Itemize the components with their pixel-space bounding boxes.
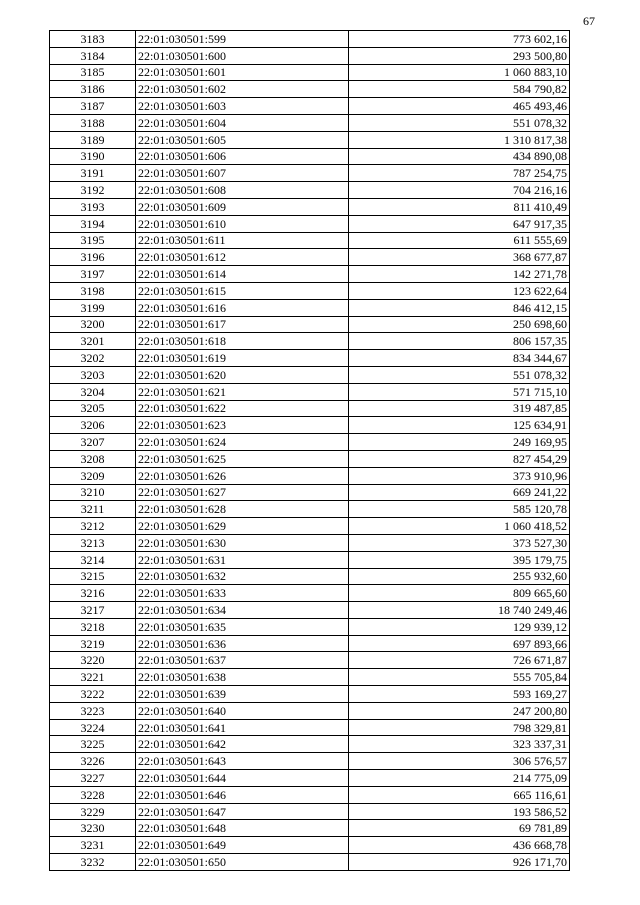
cadastral-value-cell: 585 120,78	[349, 501, 570, 518]
cadastral-value-cell: 773 602,16	[349, 31, 570, 48]
table-row	[50, 249, 570, 266]
row-number-cell: 3230	[50, 820, 136, 837]
cadastral-value-cell: 811 410,49	[349, 198, 570, 215]
table-row	[50, 417, 570, 434]
row-number-cell: 3185	[50, 64, 136, 81]
cadastral-value-cell: 669 241,22	[349, 484, 570, 501]
cadastral-value-cell: 647 917,35	[349, 215, 570, 232]
row-number-cell: 3192	[50, 182, 136, 199]
cadastral-value-cell: 373 910,96	[349, 467, 570, 484]
cadastral-number-cell: 22:01:030501:648	[136, 820, 349, 837]
row-number-cell: 3204	[50, 383, 136, 400]
cadastral-number-cell: 22:01:030501:643	[136, 753, 349, 770]
row-number-cell: 3200	[50, 316, 136, 333]
cadastral-value-cell: 827 454,29	[349, 450, 570, 467]
row-number-cell: 3191	[50, 165, 136, 182]
row-number-cell: 3206	[50, 417, 136, 434]
cadastral-number-cell: 22:01:030501:627	[136, 484, 349, 501]
table-row	[50, 501, 570, 518]
cadastral-number-cell: 22:01:030501:649	[136, 837, 349, 854]
row-number-cell: 3223	[50, 702, 136, 719]
row-number-cell: 3214	[50, 551, 136, 568]
cadastral-value-cell: 798 329,81	[349, 719, 570, 736]
cadastral-number-cell: 22:01:030501:634	[136, 602, 349, 619]
table-row	[50, 182, 570, 199]
table-row	[50, 518, 570, 535]
cadastral-value-cell: 551 078,32	[349, 114, 570, 131]
cadastral-number-cell: 22:01:030501:621	[136, 383, 349, 400]
row-number-cell: 3183	[50, 31, 136, 48]
table-row	[50, 350, 570, 367]
table-row	[50, 534, 570, 551]
cadastral-number-cell: 22:01:030501:647	[136, 803, 349, 820]
cadastral-number-cell: 22:01:030501:628	[136, 501, 349, 518]
table-row	[50, 719, 570, 736]
cadastral-value-cell: 465 493,46	[349, 98, 570, 115]
table-row	[50, 854, 570, 871]
cadastral-number-cell: 22:01:030501:646	[136, 786, 349, 803]
table-row	[50, 198, 570, 215]
cadastral-value-cell: 214 775,09	[349, 770, 570, 787]
cadastral-value-cell: 293 500,80	[349, 47, 570, 64]
cadastral-value-cell: 18 740 249,46	[349, 602, 570, 619]
cadastral-value-cell: 704 216,16	[349, 182, 570, 199]
cadastral-number-cell: 22:01:030501:632	[136, 568, 349, 585]
cadastral-number-cell: 22:01:030501:606	[136, 148, 349, 165]
cadastral-number-cell: 22:01:030501:618	[136, 333, 349, 350]
cadastral-value-cell: 436 668,78	[349, 837, 570, 854]
cadastral-value-cell: 665 116,61	[349, 786, 570, 803]
cadastral-value-cell: 571 715,10	[349, 383, 570, 400]
cadastral-value-cell: 1 060 418,52	[349, 518, 570, 535]
table-row	[50, 383, 570, 400]
cadastral-number-cell: 22:01:030501:630	[136, 534, 349, 551]
row-number-cell: 3199	[50, 299, 136, 316]
cadastral-number-cell: 22:01:030501:607	[136, 165, 349, 182]
cadastral-value-cell: 247 200,80	[349, 702, 570, 719]
cadastral-number-cell: 22:01:030501:644	[136, 770, 349, 787]
table-row	[50, 366, 570, 383]
row-number-cell: 3210	[50, 484, 136, 501]
table-row	[50, 299, 570, 316]
table-row	[50, 786, 570, 803]
cadastral-number-cell: 22:01:030501:636	[136, 635, 349, 652]
cadastral-number-cell: 22:01:030501:641	[136, 719, 349, 736]
table-row	[50, 568, 570, 585]
row-number-cell: 3232	[50, 854, 136, 871]
cadastral-value-cell: 697 893,66	[349, 635, 570, 652]
row-number-cell: 3212	[50, 518, 136, 535]
cadastral-number-cell: 22:01:030501:603	[136, 98, 349, 115]
cadastral-value-cell: 1 060 883,10	[349, 64, 570, 81]
row-number-cell: 3220	[50, 652, 136, 669]
cadastral-value-cell: 846 412,15	[349, 299, 570, 316]
row-number-cell: 3213	[50, 534, 136, 551]
cadastral-value-cell: 129 939,12	[349, 618, 570, 635]
cadastral-value-cell: 368 677,87	[349, 249, 570, 266]
cadastral-number-cell: 22:01:030501:605	[136, 131, 349, 148]
row-number-cell: 3208	[50, 450, 136, 467]
table-row	[50, 148, 570, 165]
row-number-cell: 3227	[50, 770, 136, 787]
cadastral-number-cell: 22:01:030501:650	[136, 854, 349, 871]
cadastral-number-cell: 22:01:030501:608	[136, 182, 349, 199]
cadastral-number-cell: 22:01:030501:635	[136, 618, 349, 635]
cadastral-number-cell: 22:01:030501:604	[136, 114, 349, 131]
cadastral-value-cell: 323 337,31	[349, 736, 570, 753]
cadastral-number-cell: 22:01:030501:611	[136, 232, 349, 249]
cadastral-value-cell: 395 179,75	[349, 551, 570, 568]
cadastral-value-cell: 787 254,75	[349, 165, 570, 182]
row-number-cell: 3193	[50, 198, 136, 215]
cadastral-number-cell: 22:01:030501:612	[136, 249, 349, 266]
cadastral-value-cell: 319 487,85	[349, 400, 570, 417]
cadastral-value-cell: 373 527,30	[349, 534, 570, 551]
row-number-cell: 3217	[50, 602, 136, 619]
table-row	[50, 98, 570, 115]
row-number-cell: 3211	[50, 501, 136, 518]
cadastral-number-cell: 22:01:030501:637	[136, 652, 349, 669]
row-number-cell: 3197	[50, 266, 136, 283]
table-row	[50, 131, 570, 148]
cadastral-number-cell: 22:01:030501:602	[136, 81, 349, 98]
cadastral-number-cell: 22:01:030501:609	[136, 198, 349, 215]
table-row	[50, 686, 570, 703]
cadastral-value-cell: 1 310 817,38	[349, 131, 570, 148]
row-number-cell: 3228	[50, 786, 136, 803]
row-number-cell: 3229	[50, 803, 136, 820]
cadastral-value-cell: 809 665,60	[349, 585, 570, 602]
cadastral-value-cell: 255 932,60	[349, 568, 570, 585]
table-row	[50, 333, 570, 350]
row-number-cell: 3225	[50, 736, 136, 753]
cadastral-value-cell: 250 698,60	[349, 316, 570, 333]
cadastral-value-cell: 834 344,67	[349, 350, 570, 367]
table-row	[50, 450, 570, 467]
cadastral-value-cell: 584 790,82	[349, 81, 570, 98]
cadastral-number-cell: 22:01:030501:624	[136, 434, 349, 451]
cadastral-number-cell: 22:01:030501:619	[136, 350, 349, 367]
row-number-cell: 3203	[50, 366, 136, 383]
row-number-cell: 3198	[50, 282, 136, 299]
table-row	[50, 551, 570, 568]
cadastral-value-cell: 593 169,27	[349, 686, 570, 703]
table-row	[50, 165, 570, 182]
row-number-cell: 3196	[50, 249, 136, 266]
row-number-cell: 3188	[50, 114, 136, 131]
cadastral-number-cell: 22:01:030501:631	[136, 551, 349, 568]
cadastral-value-cell: 926 171,70	[349, 854, 570, 871]
row-number-cell: 3207	[50, 434, 136, 451]
cadastral-number-cell: 22:01:030501:600	[136, 47, 349, 64]
table-row	[50, 484, 570, 501]
row-number-cell: 3226	[50, 753, 136, 770]
cadastral-number-cell: 22:01:030501:640	[136, 702, 349, 719]
table-row	[50, 820, 570, 837]
row-number-cell: 3189	[50, 131, 136, 148]
cadastral-number-cell: 22:01:030501:620	[136, 366, 349, 383]
cadastral-number-cell: 22:01:030501:626	[136, 467, 349, 484]
table-row	[50, 837, 570, 854]
table-row	[50, 702, 570, 719]
table-row	[50, 114, 570, 131]
table-row	[50, 753, 570, 770]
row-number-cell: 3205	[50, 400, 136, 417]
table-row	[50, 316, 570, 333]
table-row	[50, 803, 570, 820]
row-number-cell: 3221	[50, 669, 136, 686]
table-row	[50, 266, 570, 283]
cadastral-number-cell: 22:01:030501:642	[136, 736, 349, 753]
table-row	[50, 31, 570, 48]
row-number-cell: 3231	[50, 837, 136, 854]
row-number-cell: 3187	[50, 98, 136, 115]
table-row	[50, 64, 570, 81]
cadastral-number-cell: 22:01:030501:638	[136, 669, 349, 686]
table-row	[50, 585, 570, 602]
cadastral-number-cell: 22:01:030501:614	[136, 266, 349, 283]
table-row	[50, 602, 570, 619]
row-number-cell: 3216	[50, 585, 136, 602]
cadastral-value-cell: 551 078,32	[349, 366, 570, 383]
table-body	[50, 31, 570, 871]
cadastral-number-cell: 22:01:030501:615	[136, 282, 349, 299]
cadastral-number-cell: 22:01:030501:625	[136, 450, 349, 467]
table-row	[50, 669, 570, 686]
row-number-cell: 3186	[50, 81, 136, 98]
cadastral-number-cell: 22:01:030501:601	[136, 64, 349, 81]
cadastral-number-cell: 22:01:030501:599	[136, 31, 349, 48]
table-row	[50, 400, 570, 417]
cadastral-number-cell: 22:01:030501:610	[136, 215, 349, 232]
cadastral-number-cell: 22:01:030501:622	[136, 400, 349, 417]
row-number-cell: 3184	[50, 47, 136, 64]
row-number-cell: 3209	[50, 467, 136, 484]
row-number-cell: 3202	[50, 350, 136, 367]
table-row	[50, 47, 570, 64]
cadastral-number-cell: 22:01:030501:617	[136, 316, 349, 333]
cadastral-value-cell: 123 622,64	[349, 282, 570, 299]
cadastral-value-cell: 806 157,35	[349, 333, 570, 350]
row-number-cell: 3224	[50, 719, 136, 736]
cadastral-value-cell: 193 586,52	[349, 803, 570, 820]
cadastral-value-table	[49, 30, 570, 871]
table-row	[50, 770, 570, 787]
table-row	[50, 434, 570, 451]
table-row	[50, 232, 570, 249]
table-row	[50, 81, 570, 98]
cadastral-value-cell: 306 576,57	[349, 753, 570, 770]
table-row	[50, 618, 570, 635]
cadastral-value-cell: 125 634,91	[349, 417, 570, 434]
table-row	[50, 635, 570, 652]
row-number-cell: 3215	[50, 568, 136, 585]
row-number-cell: 3222	[50, 686, 136, 703]
cadastral-value-cell: 726 671,87	[349, 652, 570, 669]
cadastral-value-cell: 249 169,95	[349, 434, 570, 451]
row-number-cell: 3195	[50, 232, 136, 249]
table-row	[50, 467, 570, 484]
cadastral-value-cell: 611 555,69	[349, 232, 570, 249]
row-number-cell: 3218	[50, 618, 136, 635]
row-number-cell: 3219	[50, 635, 136, 652]
row-number-cell: 3194	[50, 215, 136, 232]
cadastral-value-cell: 434 890,08	[349, 148, 570, 165]
cadastral-number-cell: 22:01:030501:639	[136, 686, 349, 703]
cadastral-number-cell: 22:01:030501:629	[136, 518, 349, 535]
table-row	[50, 736, 570, 753]
cadastral-value-cell: 69 781,89	[349, 820, 570, 837]
cadastral-value-cell: 555 705,84	[349, 669, 570, 686]
row-number-cell: 3201	[50, 333, 136, 350]
cadastral-number-cell: 22:01:030501:616	[136, 299, 349, 316]
cadastral-number-cell: 22:01:030501:633	[136, 585, 349, 602]
table-row	[50, 652, 570, 669]
table-row	[50, 215, 570, 232]
cadastral-number-cell: 22:01:030501:623	[136, 417, 349, 434]
page-number: 67	[583, 14, 595, 28]
cadastral-value-cell: 142 271,78	[349, 266, 570, 283]
row-number-cell: 3190	[50, 148, 136, 165]
table-row	[50, 282, 570, 299]
